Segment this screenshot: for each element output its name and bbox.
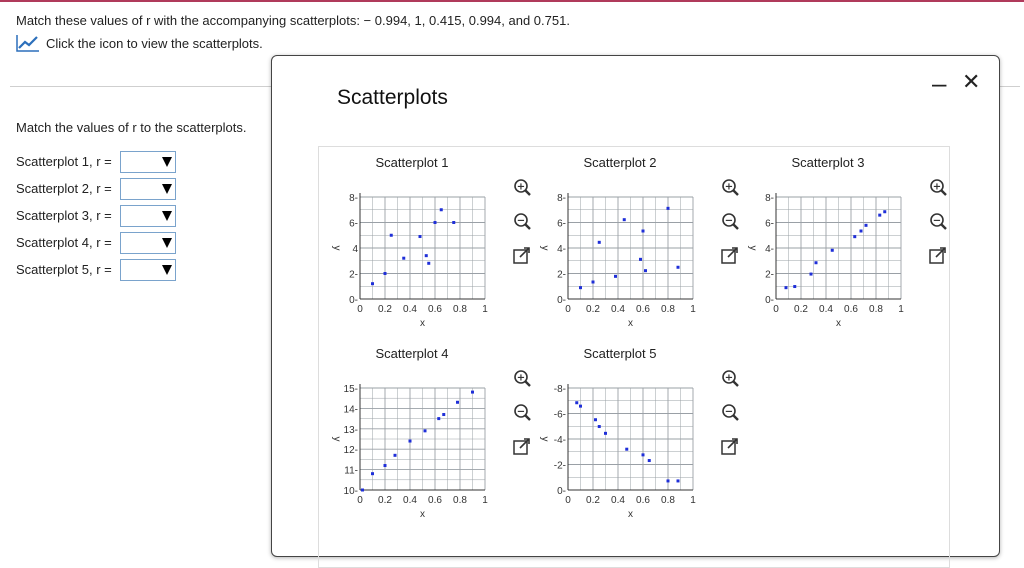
- zoom-out-icon[interactable]: [720, 403, 740, 423]
- top-accent-line: [0, 0, 1024, 2]
- link-text[interactable]: Click the icon to view the scatterplots.: [46, 35, 263, 51]
- data-point: [456, 401, 459, 404]
- svg-text:+: +: [932, 181, 942, 193]
- scatterplot-3-title: Scatterplot 3: [791, 155, 865, 170]
- scatterplot-5-title: Scatterplot 5: [583, 346, 657, 361]
- y-tick-label: -8-: [553, 384, 566, 395]
- y-axis-label: y: [331, 245, 342, 251]
- data-point: [384, 272, 387, 275]
- x-tick-label: 1: [898, 304, 904, 315]
- y-tick-label: 15-: [343, 384, 358, 395]
- data-point: [371, 282, 374, 285]
- data-point: [371, 472, 374, 475]
- x-tick-label: 0.4: [611, 495, 625, 506]
- scatterplot-3: [728, 152, 904, 342]
- grid: [776, 197, 901, 299]
- x-tick-label: 0.2: [586, 304, 600, 315]
- x-axis-label: x: [628, 318, 633, 329]
- data-point: [677, 266, 680, 269]
- data-point: [644, 269, 647, 272]
- y-tick-label: 10-: [343, 486, 358, 497]
- x-tick-label: 1: [482, 495, 488, 506]
- y-tick-label: 12-: [343, 445, 358, 457]
- data-point: [579, 405, 582, 408]
- x-tick-label: 1: [482, 304, 488, 315]
- x-tick-label: 1: [690, 495, 696, 506]
- data-point: [575, 401, 578, 404]
- x-tick-label: 0.8: [453, 495, 467, 506]
- data-point: [394, 454, 397, 457]
- grid: [360, 388, 485, 490]
- data-point: [598, 241, 601, 244]
- r-select-4[interactable]: [120, 232, 176, 254]
- close-button[interactable]: ✕: [962, 69, 981, 94]
- x-tick-label: 0.4: [403, 304, 417, 315]
- scatterplot-4: [312, 343, 488, 533]
- zoom-in-icon[interactable]: [928, 178, 948, 198]
- svg-text:−: −: [724, 406, 734, 418]
- y-tick-label: 6-: [557, 218, 566, 230]
- data-point: [402, 257, 405, 260]
- data-point: [667, 479, 670, 482]
- y-tick-label: 11-: [344, 465, 358, 477]
- svg-text:−: −: [932, 215, 942, 227]
- y-tick-label: 4-: [557, 244, 566, 255]
- grid: [360, 197, 485, 299]
- x-axis-label: x: [836, 318, 841, 329]
- data-point: [642, 453, 645, 456]
- data-point: [425, 254, 428, 257]
- x-tick-label: 0.4: [611, 304, 625, 315]
- match-label-5: Scatterplot 5, r =: [16, 262, 112, 277]
- data-point: [677, 479, 680, 482]
- y-tick-label: 8-: [349, 193, 358, 204]
- y-tick-label: 2-: [557, 269, 566, 281]
- data-point: [860, 230, 863, 233]
- data-point: [642, 230, 645, 233]
- dialog-title: Scatterplots: [337, 86, 448, 109]
- dropdown-arrow-icon[interactable]: [162, 184, 172, 194]
- match-label-3: Scatterplot 3, r =: [16, 208, 112, 223]
- match-label-4: Scatterplot 4, r =: [16, 235, 112, 250]
- data-point: [424, 429, 427, 432]
- x-tick-label: 0.6: [428, 304, 442, 315]
- data-point: [639, 258, 642, 261]
- x-tick-label: 0.6: [428, 495, 442, 506]
- y-tick-label: 4-: [765, 244, 774, 255]
- data-point: [592, 281, 595, 284]
- question-text: Match these values of r with the accompanying scatterplots: − 0.994, 1, 0.415, 0.994, and 0.751.: [16, 13, 570, 28]
- r-select-2[interactable]: [120, 178, 176, 200]
- y-tick-label: 13-: [343, 424, 358, 436]
- y-tick-label: -4-: [553, 435, 566, 446]
- view-scatterplots-link[interactable]: [16, 34, 263, 52]
- dropdown-arrow-icon[interactable]: [162, 211, 172, 221]
- y-tick-label: 2-: [765, 269, 774, 281]
- data-point: [440, 208, 443, 211]
- svg-text:−: −: [516, 215, 526, 227]
- y-axis-label: y: [747, 245, 758, 251]
- data-point: [390, 234, 393, 237]
- match-label-2: Scatterplot 2, r =: [16, 181, 112, 196]
- x-tick-label: 0: [773, 304, 779, 315]
- dropdown-arrow-icon[interactable]: [162, 265, 172, 275]
- open-new-icon[interactable]: [720, 437, 740, 457]
- data-point: [831, 249, 834, 252]
- x-tick-label: 0.2: [378, 495, 392, 506]
- x-tick-label: 0.8: [661, 304, 675, 315]
- y-tick-label: 4: [352, 244, 358, 255]
- data-point: [437, 417, 440, 420]
- r-select-3[interactable]: [120, 205, 176, 227]
- x-tick-label: 0.8: [453, 304, 467, 315]
- data-point: [419, 235, 422, 238]
- data-point: [471, 391, 474, 394]
- data-point: [598, 425, 601, 428]
- r-select-5[interactable]: [120, 259, 176, 281]
- zoom-out-icon[interactable]: [928, 212, 948, 232]
- data-point: [793, 285, 796, 288]
- y-tick-label: 6-: [349, 218, 358, 230]
- scatterplots-dialog: [271, 55, 1000, 557]
- match-row-2: [16, 178, 178, 200]
- svg-text:+: +: [516, 372, 526, 384]
- dropdown-arrow-icon[interactable]: [162, 238, 172, 248]
- x-tick-label: 0.2: [378, 304, 392, 315]
- scatterplot-1-title: Scatterplot 1: [375, 155, 449, 170]
- data-point: [452, 221, 455, 224]
- y-tick-label: 8-: [765, 193, 774, 204]
- x-tick-label: 0.2: [586, 495, 600, 506]
- dropdown-arrow-icon[interactable]: [162, 157, 172, 167]
- data-point: [442, 413, 445, 416]
- x-tick-label: 0: [357, 304, 363, 315]
- grid: [568, 388, 693, 490]
- y-tick-label: -2-: [553, 460, 566, 472]
- data-point: [815, 261, 818, 264]
- data-point: [853, 235, 856, 238]
- match-row-1: [16, 151, 178, 173]
- svg-text:−: −: [724, 215, 734, 227]
- data-point: [625, 448, 628, 451]
- match-row-3: [16, 205, 178, 227]
- y-tick-label: 8-: [557, 193, 566, 204]
- match-row-4: [16, 232, 178, 254]
- scatterplot-2: [520, 152, 696, 342]
- x-tick-label: 0: [565, 495, 571, 506]
- y-tick-label: 0-: [765, 295, 774, 306]
- minimize-button[interactable]: –: [932, 68, 947, 98]
- scatterplot-1: [312, 152, 488, 342]
- data-point: [648, 459, 651, 462]
- y-tick-label: 14-: [343, 404, 358, 416]
- x-tick-label: 0: [565, 304, 571, 315]
- data-point: [810, 273, 813, 276]
- matching-title: Match the values of r to the scatterplots.: [16, 120, 247, 135]
- x-tick-label: 0: [357, 495, 363, 506]
- data-point: [865, 224, 868, 227]
- open-new-icon[interactable]: [928, 246, 948, 266]
- x-axis-label: x: [420, 318, 425, 329]
- zoom-in-icon[interactable]: [720, 369, 740, 389]
- x-tick-label: 1: [690, 304, 696, 315]
- data-point: [614, 275, 617, 278]
- y-axis-label: y: [539, 436, 550, 442]
- x-tick-label: 0.6: [844, 304, 858, 315]
- x-tick-label: 0.4: [819, 304, 833, 315]
- y-tick-label: -6-: [553, 409, 566, 421]
- x-tick-label: 0.6: [636, 304, 650, 315]
- data-point: [427, 262, 430, 265]
- data-point: [878, 214, 881, 217]
- x-axis-label: x: [420, 509, 425, 520]
- data-point: [384, 464, 387, 467]
- scatterplot-4-title: Scatterplot 4: [375, 346, 449, 361]
- svg-text:+: +: [724, 372, 734, 384]
- r-select-1[interactable]: [120, 151, 176, 173]
- y-axis-label: y: [539, 245, 550, 251]
- data-point: [667, 207, 670, 210]
- match-label-1: Scatterplot 1, r =: [16, 154, 112, 169]
- data-point: [883, 210, 886, 213]
- data-point: [434, 221, 437, 224]
- y-tick-label: 6-: [765, 218, 774, 230]
- x-tick-label: 0.4: [403, 495, 417, 506]
- y-tick-label: 0-: [349, 295, 358, 306]
- x-tick-label: 0.8: [869, 304, 883, 315]
- svg-text:+: +: [724, 181, 734, 193]
- data-point: [579, 286, 582, 289]
- data-point: [361, 489, 364, 492]
- x-axis-label: x: [628, 509, 633, 520]
- y-tick-label: 2-: [349, 269, 358, 281]
- scatterplot-5: [520, 343, 696, 533]
- y-tick-label: 0-: [557, 486, 566, 497]
- y-axis-label: y: [331, 436, 342, 442]
- match-row-5: [16, 259, 178, 281]
- scatterplot-2-title: Scatterplot 2: [583, 155, 657, 170]
- svg-text:+: +: [516, 181, 526, 193]
- x-tick-label: 0.2: [794, 304, 808, 315]
- data-point: [604, 432, 607, 435]
- grid: [568, 197, 693, 299]
- y-tick-label: 0-: [557, 295, 566, 306]
- data-point: [594, 418, 597, 421]
- chart-icon[interactable]: [16, 34, 40, 52]
- data-point: [785, 286, 788, 289]
- x-tick-label: 0.6: [636, 495, 650, 506]
- svg-text:−: −: [516, 406, 526, 418]
- x-tick-label: 0.8: [661, 495, 675, 506]
- data-point: [409, 440, 412, 443]
- data-point: [623, 218, 626, 221]
